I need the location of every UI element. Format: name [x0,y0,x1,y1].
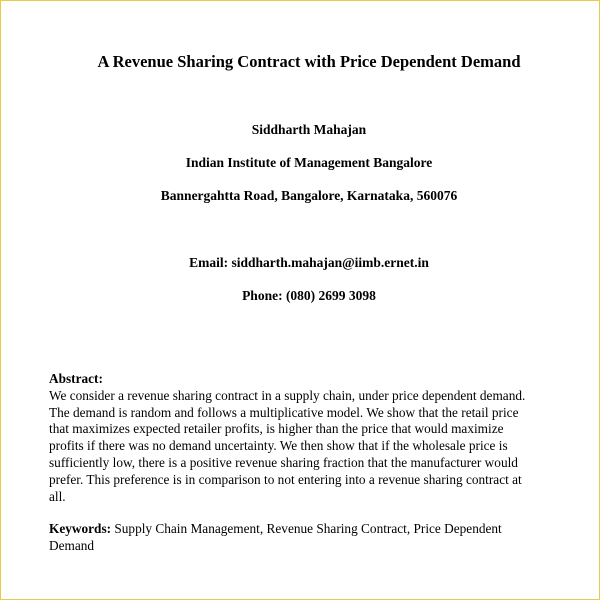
abstract-line: The demand is random and follows a multiplicative model. We show that the retail price [49,404,519,420]
abstract-line: prefer. This preference is in comparison to not entering into a revenue sharing contract at [49,471,522,487]
abstract-line: profits if there was no demand uncertainty. We then show that if the wholesale price is [49,438,508,454]
author-email: Email: siddharth.mahajan@iimb.ernet.in [189,255,429,270]
abstract-section [49,371,569,505]
keywords-text: Supply Chain Management, Revenue Sharing Contract, Price Dependent [111,521,502,536]
keywords-section [49,520,569,554]
abstract-line: that maximizes expected retailer profits, is higher than the price that would maximize [49,421,504,437]
abstract-line: all. [49,488,66,504]
author-institution: Indian Institute of Management Bangalore [185,155,433,170]
author-name: Siddharth Mahajan [251,122,367,137]
keywords-label: Keywords: [49,521,112,536]
abstract-line: We consider a revenue sharing contract in a supply chain, under price dependent demand. [49,387,526,403]
author-address: Bannergahtta Road, Bangalore, Karnataka, 560076 [160,188,458,203]
keywords-line [49,520,569,537]
abstract-line: sufficiently low, there is a positive revenue sharing fraction that the manufacturer would [49,454,518,470]
keywords-text-continued: Demand [49,538,95,553]
abstract-heading: Abstract: [49,371,103,386]
author-phone: Phone: (080) 2699 3098 [242,288,376,303]
paper-title: A Revenue Sharing Contract with Price Dependent Demand [97,52,521,71]
